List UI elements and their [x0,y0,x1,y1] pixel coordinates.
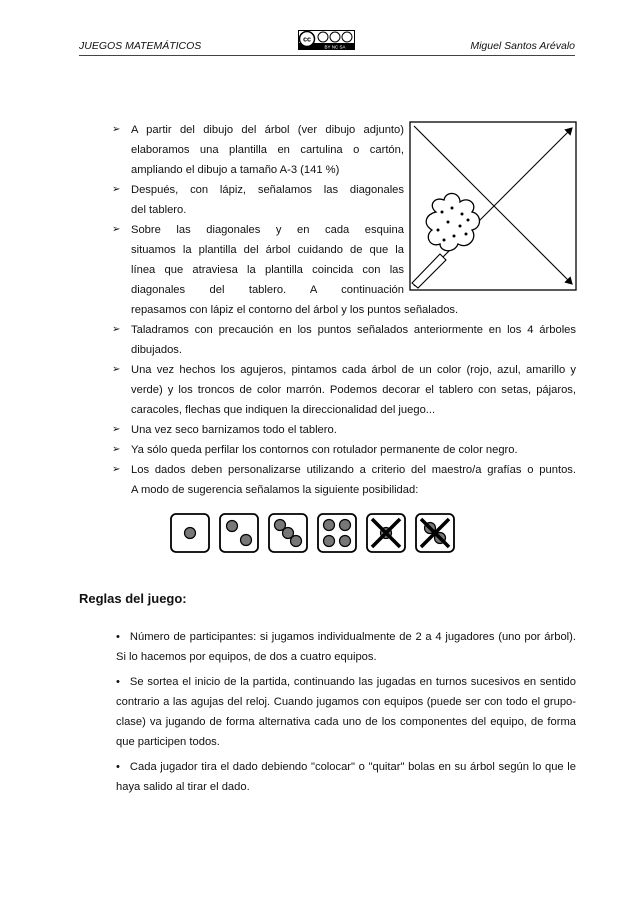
round-bullet-icon: • [116,631,120,643]
step-item [112,420,576,440]
header-left-title: JUEGOS MATEMÁTICOS [79,40,202,52]
step-line: Taladramos con precaución en los puntos señalados anteriormente en los 4 árboles [131,324,576,336]
step-line: situamos la plantilla del árbol cuidando de que la [131,244,404,256]
die-pip [340,520,351,531]
step-item [112,220,459,320]
step-line: Sobre las diagonales y en cada esquina [131,224,404,236]
rule-text: Se sortea el inicio de la partida, continuando las jugadas en turnos sucesivos en sentido contrario a las agujas del reloj. Cuando jugamos con equipos (puede ser con todo el grupo-clase) va jugando de forma alternativa cada uno de los componentes del equipo, de forma que participen todos. [116,676,576,748]
step-line: Los dados deben personalizarse utilizando a criterio del maestro/a grafías o puntos. [131,464,576,476]
step-line: Después, con lápiz, señalamos las diagonales [131,184,404,196]
step-line: dibujados. [131,344,183,356]
step-item [112,180,404,220]
die-face [416,514,454,552]
die-pip [241,535,252,546]
step-line: ampliando el dibujo a tamaño A-3 (141 %) [131,164,340,176]
rule-item [116,627,576,667]
step-line: A partir del dibujo del árbol (ver dibujo adjunto) [131,124,404,136]
step-line: elaboramos una plantilla en cartulina o cartón, [131,144,404,156]
page-header [79,28,575,62]
rules-heading: Reglas del juego: [79,591,187,606]
arrow-bullet-icon: ➢ [112,224,121,235]
step-line: A modo de sugerencia señalamos la siguiente posibilidad: [131,484,419,496]
step-line: caracoles, flechas que indiquen la direccionalidad del juego... [131,404,436,416]
rule-text: Número de participantes: si jugamos individualmente de 2 a 4 jugadores (uno por árbol). Si lo hacemos por equipos, de dos a cuatro equipos. [116,631,576,663]
round-bullet-icon: • [116,676,120,688]
rule-item [116,672,576,752]
step-line: Una vez seco barnizamos todo el tablero. [131,424,337,436]
die-pip [291,536,302,547]
cc-text: cc [303,36,311,44]
die-pip [185,528,196,539]
die-face [220,514,258,552]
round-bullet-icon: • [116,761,120,773]
step-line: Una vez hechos los agujeros, pintamos cada árbol de un color (rojo, azul, amarillo y [131,364,576,376]
arrow-bullet-icon: ➢ [112,124,121,135]
arrow-bullet-icon: ➢ [112,424,121,435]
step-item [112,120,404,180]
rule-item [116,757,576,797]
arrow-bullet-icon: ➢ [112,184,121,195]
game-rules-list [116,627,576,802]
step-line: verde) y los troncos de color marrón. Podemos decorar el tablero con setas, pájaros, [131,384,576,396]
creative-commons-badge-icon [298,30,355,50]
header-author: Miguel Santos Arévalo [470,40,575,52]
step-item [112,360,576,420]
arrow-bullet-icon: ➢ [112,364,121,375]
step-item [112,320,576,360]
step-line: repasamos con lápiz el contorno del árbol y los puntos señalados. [131,304,459,316]
arrow-bullet-icon: ➢ [112,464,121,475]
die-face [171,514,209,552]
die-pip [324,520,335,531]
step-line: línea que atraviesa la plantilla coincida con las [131,264,404,276]
dice-faces-image [165,512,465,554]
step-line: Ya sólo queda perfilar los contornos con rotulador permanente de color negro. [131,444,518,456]
die-pip [227,521,238,532]
cc-sub-text: BY NC SA [324,44,346,50]
die-pip [324,536,335,547]
step-item [112,460,576,500]
step-item [112,440,576,460]
die-face [367,514,405,552]
arrow-bullet-icon: ➢ [112,324,121,335]
construction-steps [112,120,576,500]
rule-text: Cada jugador tira el dado debiendo "colocar" o "quitar" bolas en su árbol según lo que le haya salido al tirar el dado. [116,761,576,793]
header-divider [79,55,575,56]
step-line: del tablero. [131,204,187,216]
step-line: diagonales del tablero. A continuación [131,284,404,296]
die-pip [340,536,351,547]
arrow-bullet-icon: ➢ [112,444,121,455]
die-face [318,514,356,552]
die-face [269,514,307,552]
